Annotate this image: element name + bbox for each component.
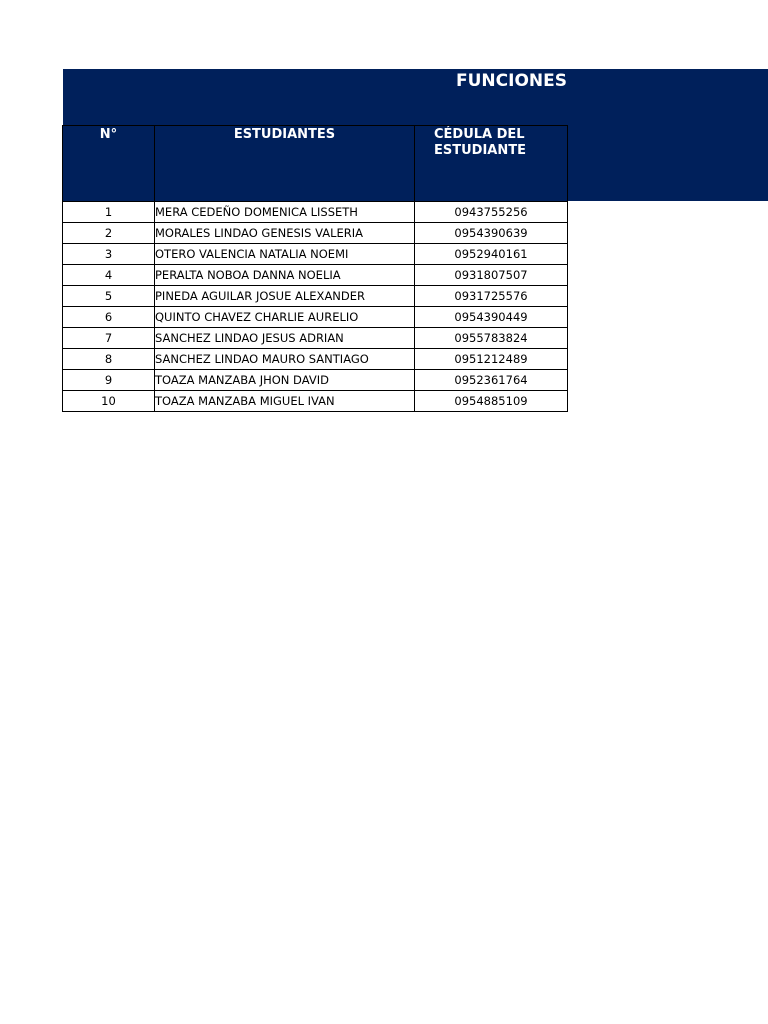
student-name: TOAZA MANZABA MIGUEL IVAN [155, 391, 415, 412]
row-number: 9 [63, 370, 155, 391]
row-number: 1 [63, 202, 155, 223]
student-id: 0954885109 [415, 391, 568, 412]
student-name: SANCHEZ LINDAO MAURO SANTIAGO [155, 349, 415, 370]
student-id: 0951212489 [415, 349, 568, 370]
student-id: 0931725576 [415, 286, 568, 307]
sheet-title: FUNCIONES [456, 71, 567, 91]
table-row [63, 223, 568, 244]
row-number: 10 [63, 391, 155, 412]
student-name: TOAZA MANZABA JHON DAVID [155, 370, 415, 391]
table-row [63, 307, 568, 328]
table-row [63, 328, 568, 349]
student-id: 0955783824 [415, 328, 568, 349]
row-number: 5 [63, 286, 155, 307]
row-number: 7 [63, 328, 155, 349]
table-row [63, 391, 568, 412]
row-number: 8 [63, 349, 155, 370]
student-id: 0954390639 [415, 223, 568, 244]
row-number: 4 [63, 265, 155, 286]
student-id: 0943755256 [415, 202, 568, 223]
row-number: 2 [63, 223, 155, 244]
student-id: 0952361764 [415, 370, 568, 391]
student-id: 0931807507 [415, 265, 568, 286]
row-number: 6 [63, 307, 155, 328]
student-name: MORALES LINDAO GENESIS VALERIA [155, 223, 415, 244]
student-name: OTERO VALENCIA NATALIA NOEMI [155, 244, 415, 265]
student-name: SANCHEZ LINDAO JESUS ADRIAN [155, 328, 415, 349]
student-id: 0954390449 [415, 307, 568, 328]
table-row [63, 286, 568, 307]
students-table [62, 125, 568, 412]
column-header-students: ESTUDIANTES [155, 126, 415, 202]
column-header-number: N° [63, 126, 155, 202]
table-row [63, 244, 568, 265]
row-number: 3 [63, 244, 155, 265]
student-name: QUINTO CHAVEZ CHARLIE AURELIO [155, 307, 415, 328]
student-name: MERA CEDEÑO DOMENICA LISSETH [155, 202, 415, 223]
table-header-row [63, 126, 568, 202]
student-name: PERALTA NOBOA DANNA NOELIA [155, 265, 415, 286]
student-name: PINEDA AGUILAR JOSUE ALEXANDER [155, 286, 415, 307]
table-row [63, 349, 568, 370]
column-header-id: CÉDULA DEL ESTUDIANTE [415, 126, 568, 202]
table-row [63, 202, 568, 223]
table-row [63, 265, 568, 286]
student-id: 0952940161 [415, 244, 568, 265]
table-row [63, 370, 568, 391]
